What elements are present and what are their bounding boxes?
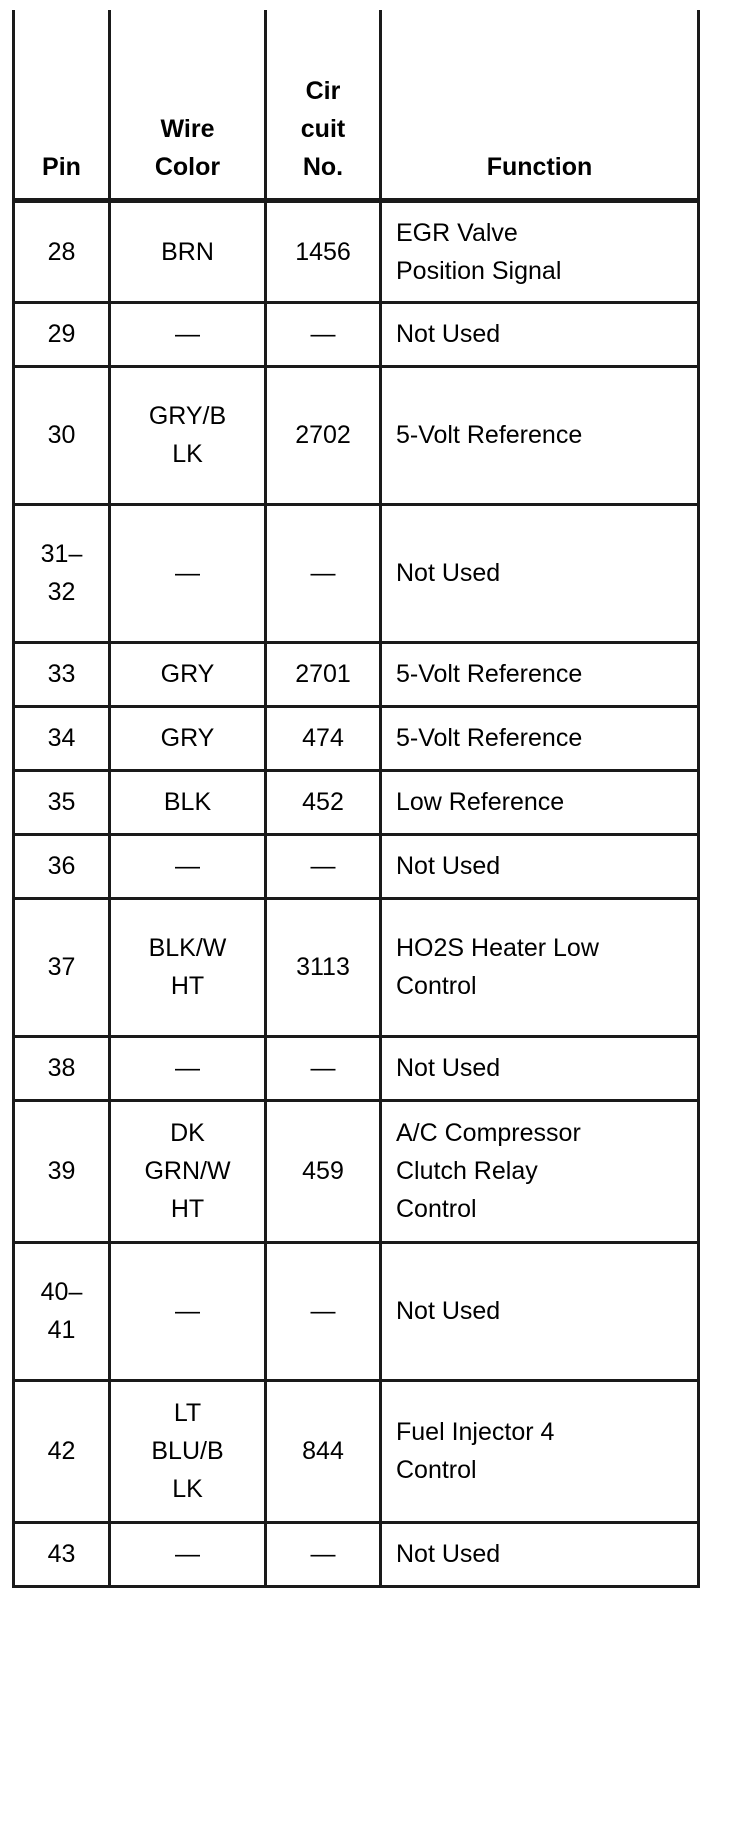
pin-cell: 33 [14,642,110,706]
wire-color-cell: — [110,1036,266,1100]
circuit-cell: 2702 [266,366,381,504]
function-cell: Not Used [381,1522,699,1586]
circuit-cell: 474 [266,706,381,770]
circuit-cell: 844 [266,1380,381,1522]
pin-cell: 43 [14,1522,110,1586]
circuit-cell: — [266,1242,381,1380]
function-cell: Low Reference [381,770,699,834]
function-cell: 5-Volt Reference [381,642,699,706]
header-function: Function [381,10,699,200]
table-row [14,770,699,834]
pin-cell: 30 [14,366,110,504]
table-row [14,366,699,504]
wire-color-cell: DK GRN/W HT [110,1100,266,1242]
pin-cell: 36 [14,834,110,898]
pin-cell: 31– 32 [14,504,110,642]
wire-color-cell: — [110,302,266,366]
function-cell: Fuel Injector 4 Control [381,1380,699,1522]
pin-cell: 40– 41 [14,1242,110,1380]
wire-color-cell: LT BLU/B LK [110,1380,266,1522]
wire-color-cell: — [110,504,266,642]
function-cell: EGR Valve Position Signal [381,200,699,302]
wire-color-cell: BRN [110,200,266,302]
table-row [14,1036,699,1100]
function-cell: HO2S Heater Low Control [381,898,699,1036]
wire-color-cell: — [110,1242,266,1380]
function-cell: Not Used [381,504,699,642]
pin-cell: 35 [14,770,110,834]
circuit-cell: — [266,834,381,898]
table-row [14,642,699,706]
table-row [14,1242,699,1380]
function-cell: Not Used [381,1242,699,1380]
circuit-cell: 3113 [266,898,381,1036]
pin-cell: 42 [14,1380,110,1522]
wire-color-cell: BLK/W HT [110,898,266,1036]
circuit-cell: — [266,1036,381,1100]
header-circuit-no: Cir cuit No. [266,10,381,200]
wire-color-cell: GRY [110,642,266,706]
function-cell: Not Used [381,1036,699,1100]
circuit-cell: — [266,1522,381,1586]
pin-cell: 39 [14,1100,110,1242]
table-header-row [14,10,699,200]
circuit-cell: 2701 [266,642,381,706]
circuit-cell: 452 [266,770,381,834]
header-wire-color: Wire Color [110,10,266,200]
function-cell: Not Used [381,834,699,898]
table-row [14,706,699,770]
table-row [14,1380,699,1522]
table-row [14,504,699,642]
pin-cell: 38 [14,1036,110,1100]
table-row [14,302,699,366]
wire-color-cell: BLK [110,770,266,834]
function-cell: Not Used [381,302,699,366]
pin-cell: 34 [14,706,110,770]
function-cell: A/C Compressor Clutch Relay Control [381,1100,699,1242]
circuit-cell: 1456 [266,200,381,302]
table-row [14,1100,699,1242]
circuit-cell: 459 [266,1100,381,1242]
pin-cell: 28 [14,200,110,302]
table-row [14,200,699,302]
table-row [14,834,699,898]
table-row [14,1522,699,1586]
wire-color-cell: GRY [110,706,266,770]
wire-color-cell: — [110,1522,266,1586]
circuit-cell: — [266,302,381,366]
header-pin: Pin [14,10,110,200]
table-row [14,898,699,1036]
connector-pin-table [12,10,700,1588]
pin-cell: 37 [14,898,110,1036]
wire-color-cell: — [110,834,266,898]
wire-color-cell: GRY/B LK [110,366,266,504]
function-cell: 5-Volt Reference [381,706,699,770]
function-cell: 5-Volt Reference [381,366,699,504]
circuit-cell: — [266,504,381,642]
pin-cell: 29 [14,302,110,366]
